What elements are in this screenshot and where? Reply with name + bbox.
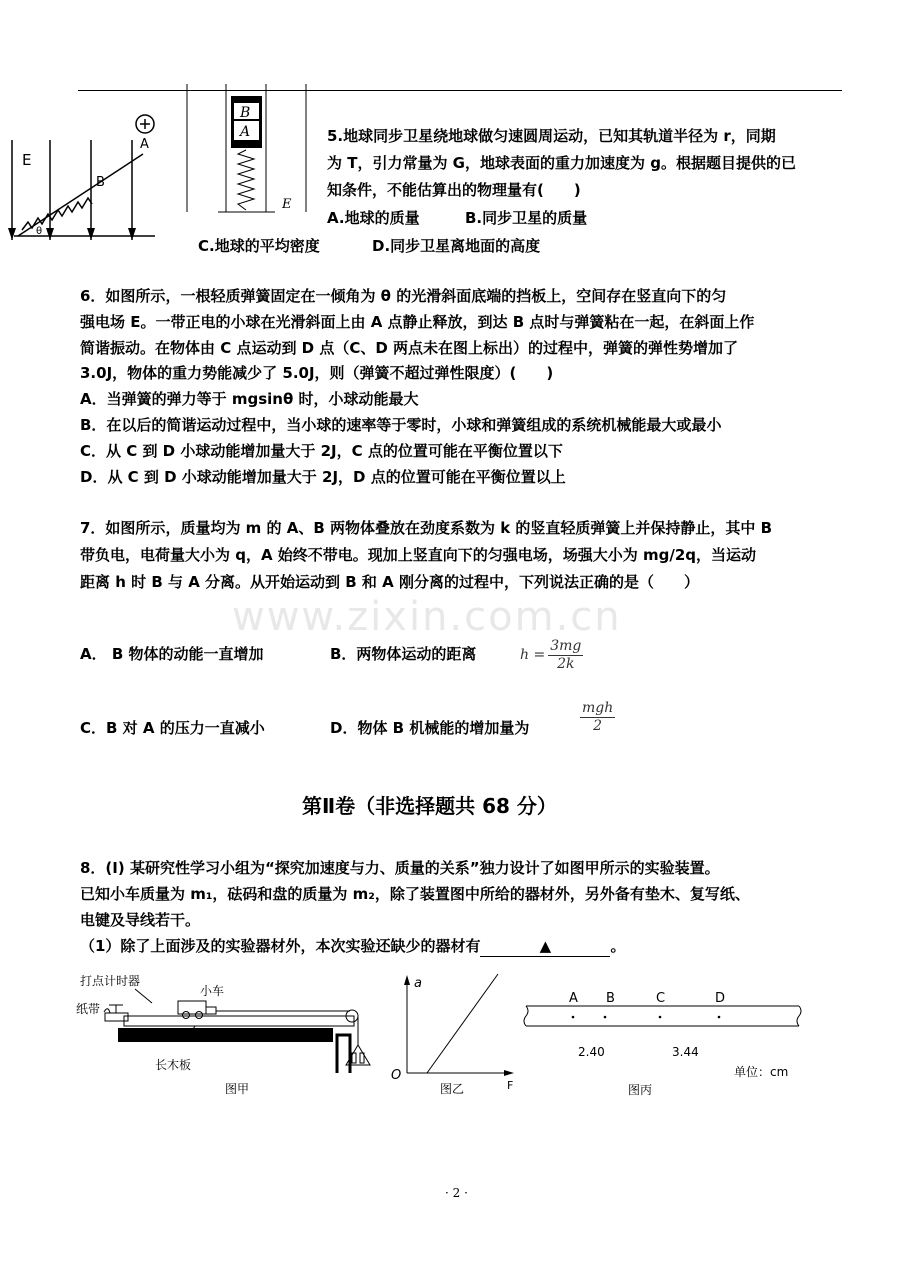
block-label-b: B (240, 105, 251, 121)
q5-option-b: B.同步卫星的质量 (465, 209, 588, 227)
q8-sub1-suffix: 。 (610, 937, 626, 955)
apparatus-figure (76, 965, 380, 1100)
formula-d (580, 700, 615, 735)
caption-bing: 图丙 (628, 1083, 653, 1097)
label-tape: 纸带 (76, 1002, 101, 1016)
q7-line-3: 距离 h 时 B 与 A 分离。从开始运动到 B 和 A 刚分离的过程中，下列说法正确的是（ ） (80, 573, 699, 591)
point-d: D (715, 991, 726, 1006)
page-number: · 2 · (445, 1186, 468, 1200)
q6-option-d: D．从 C 到 D 小球动能增加量大于 2J，D 点的位置可能在平衡位置以上 (80, 468, 566, 486)
angle-label: θ (36, 226, 43, 237)
q6-option-a: A．当弹簧的弹力等于 mgsinθ 时，小球动能最大 (80, 390, 419, 408)
q5-line-2: 为 T，引力常量为 G，地球表面的重力加速度为 g。根据题目提供的已 (327, 154, 796, 172)
incline-spring-figure (0, 100, 160, 250)
q6-line-1: 6．如图所示，一根轻质弹簧固定在一倾角为 θ 的光滑斜面底端的挡板上，空间存在竖直向下的匀 (80, 287, 727, 305)
section-title: 第Ⅱ卷（非选择题共 68 分） (302, 794, 557, 818)
formula-b (520, 638, 583, 673)
point-c: C (656, 991, 666, 1006)
formula-b-den: 2k (557, 656, 575, 672)
q8-line-3: 电键及导线若干。 (80, 911, 201, 929)
q7-line-2: 带负电，电荷量大小为 q，A 始终不带电。现加上竖直向下的匀强电场，场强大小为 mg/2q，当运动 (80, 546, 757, 564)
q5-line-3: 知条件，不能估算出的物理量有( ) (327, 181, 581, 199)
y-axis-label: a (414, 976, 422, 991)
formula-d-num: mgh (582, 700, 614, 716)
q6-line-2: 强电场 E。一带正电的小球在光滑斜面上由 A 点静止释放，到达 B 点时与弹簧粘在一起，在斜面上作 (80, 313, 755, 331)
blocks-spring-figure (180, 84, 320, 224)
block-label-a: A (240, 124, 251, 140)
point-b: B (606, 991, 615, 1006)
q7-option-c: C．B 对 A 的压力一直减小 (80, 719, 265, 737)
q8-sub1 (80, 936, 625, 957)
label-board: 长木板 (155, 1058, 192, 1072)
point-label-b: B (96, 175, 105, 190)
caption-yi: 图乙 (440, 1082, 465, 1096)
formula-b-num: 3mg (550, 638, 582, 654)
blank-mark: ▲ (539, 937, 552, 955)
q6-option-b: B．在以后的简谐运动过程中，当小球的速率等于零时，小球和弹簧组成的系统机械能最大或最小 (80, 416, 722, 434)
point-a: A (569, 991, 578, 1006)
field-label-e: E (282, 197, 292, 212)
q6-line-4: 3.0J，物体的重力势能减少了 5.0J，则（弹簧不超过弹性限度）( ) (80, 364, 554, 382)
q7-option-d: D．物体 B 机械能的增加量为 (330, 719, 530, 737)
q7-option-a: A． B 物体的动能一直增加 (80, 645, 264, 663)
watermark: www.zixin.com.cn (232, 594, 622, 640)
x-axis-label: F (507, 1079, 514, 1092)
q6-line-3: 简谐振动。在物体由 C 点运动到 D 点（C、D 两点未在图上标出）的过程中，弹簧的弹性势增加了 (80, 339, 739, 357)
point-label-a: A (140, 137, 149, 152)
answer-blank[interactable] (480, 936, 610, 957)
label-timer: 打点计时器 (80, 974, 141, 988)
origin-label: O (391, 1068, 402, 1083)
q8-sub1-prefix: （1）除了上面涉及的实验器材外，本次实验还缺少的器材有 (80, 937, 481, 955)
formula-d-den: 2 (593, 718, 603, 734)
a-f-graph (390, 965, 518, 1100)
q8-line-2: 已知小车质量为 m₁，砝码和盘的质量为 m₂，除了装置图中所给的器材外，另外备有垫木、复写纸、 (80, 885, 750, 903)
q8-line-1: 8．(Ⅰ) 某研究性学习小组为“探究加速度与力、质量的关系”独力设计了如图甲所示的实验装置。 (80, 859, 720, 877)
q5-option-d: D.同步卫星离地面的高度 (372, 237, 541, 255)
formula-b-lhs: h = (520, 647, 546, 663)
distance-cd: 3.44 (672, 1045, 699, 1059)
q5-option-a: A.地球的质量 (327, 209, 420, 227)
distance-ab: 2.40 (578, 1045, 605, 1059)
label-cart: 小车 (200, 984, 225, 998)
q7-line-1: 7．如图所示，质量均为 m 的 A、B 两物体叠放在劲度系数为 k 的竖直轻质弹簧上并保持静止，其中 B (80, 519, 773, 537)
q5-line-1: 5.地球同步卫星绕地球做匀速圆周运动，已知其轨道半径为 r，同期 (327, 127, 776, 145)
q6-option-c: C．从 C 到 D 小球动能增加量大于 2J，C 点的位置可能在平衡位置以下 (80, 442, 563, 460)
q5-option-c: C.地球的平均密度 (198, 237, 320, 255)
tape-figure (522, 990, 820, 1100)
caption-jia: 图甲 (225, 1082, 250, 1096)
field-label-e: E (22, 151, 32, 169)
unit-label: 单位：cm (734, 1065, 789, 1079)
q7-option-b: B．两物体运动的距离 (330, 645, 477, 663)
